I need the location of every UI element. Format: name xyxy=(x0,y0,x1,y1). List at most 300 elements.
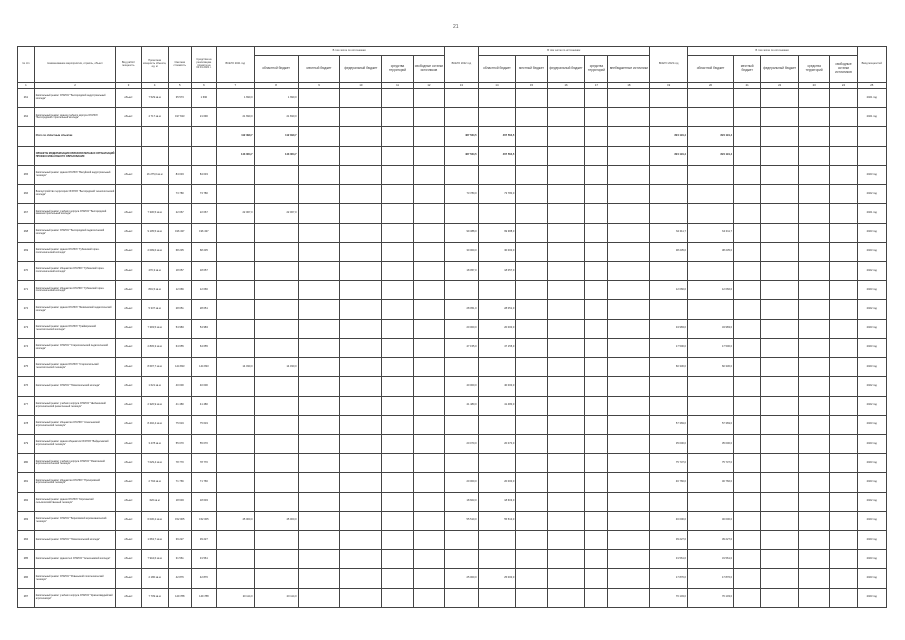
empty-cell xyxy=(516,319,547,338)
table-row xyxy=(18,569,887,588)
capacity: 3 478 кв.м xyxy=(141,434,168,453)
total-2023 xyxy=(650,108,688,127)
cost: 71 766 xyxy=(168,473,191,492)
regional-2023 xyxy=(688,377,734,396)
prior-funds: 1 690 xyxy=(191,89,216,108)
empty-cell xyxy=(585,569,608,588)
total-2022 xyxy=(445,454,479,473)
prior-funds: 75 619 xyxy=(191,415,216,434)
work-type: объект xyxy=(116,531,141,550)
work-type: объект xyxy=(116,550,141,569)
empty-cell xyxy=(830,108,857,127)
work-type: объект xyxy=(116,338,141,357)
empty-cell xyxy=(413,473,444,492)
prior-funds: 149 788 xyxy=(191,588,216,607)
empty-cell xyxy=(547,415,585,434)
empty-cell xyxy=(585,185,608,204)
empty-cell xyxy=(608,204,650,223)
empty-cell xyxy=(608,473,650,492)
empty-cell xyxy=(734,261,761,280)
empty-cell xyxy=(382,550,413,569)
empty-cell xyxy=(734,281,761,300)
regional-2021 xyxy=(254,319,298,338)
empty-cell xyxy=(340,281,382,300)
object-name: Итого по областным объектам xyxy=(34,127,116,146)
work-type: объект xyxy=(116,165,141,184)
regional-2021: 22 067,0 xyxy=(254,204,298,223)
row-number: 280 xyxy=(18,454,35,473)
empty-cell xyxy=(547,281,585,300)
empty-cell xyxy=(516,146,547,165)
sources-2022-header: В том числе по источникам: xyxy=(478,47,650,56)
row-number: 277 xyxy=(18,396,35,415)
capacity: 6 030,2 кв.м xyxy=(141,511,168,530)
total-2022 xyxy=(445,281,479,300)
empty-cell xyxy=(830,396,857,415)
regional-2021: 1 690,0 xyxy=(254,89,298,108)
empty-cell xyxy=(798,319,829,338)
commissioning-year: 2023 год xyxy=(857,454,886,473)
src-regional: областной бюджет xyxy=(478,56,516,83)
src-regional: областной бюджет xyxy=(688,56,734,83)
regional-2023: 39 227,0 xyxy=(688,531,734,550)
regional-2021 xyxy=(254,473,298,492)
regional-2023: 46 766,0 xyxy=(688,473,734,492)
regional-2021 xyxy=(254,454,298,473)
regional-2021 xyxy=(254,223,298,242)
table-row xyxy=(18,434,887,453)
empty-cell xyxy=(734,223,761,242)
empty-cell xyxy=(734,511,761,530)
empty-cell xyxy=(298,185,340,204)
empty-cell xyxy=(340,204,382,223)
regional-2022 xyxy=(478,108,516,127)
row-number: 278 xyxy=(18,415,35,434)
empty-cell xyxy=(585,165,608,184)
prior-funds: 54 983 xyxy=(191,319,216,338)
empty-cell xyxy=(585,300,608,319)
cost: 12 066 xyxy=(168,281,191,300)
empty-cell xyxy=(585,377,608,396)
total-2021: 112 390,7 xyxy=(216,127,254,146)
regional-2023: 64 011,7 xyxy=(688,223,734,242)
empty-cell xyxy=(340,588,382,607)
commissioning-year: 2023 год xyxy=(857,223,886,242)
empty-cell xyxy=(382,492,413,511)
cost: 41 480 xyxy=(168,396,191,415)
commissioning-year xyxy=(857,146,886,165)
capacity: 1 621 кв.м xyxy=(141,377,168,396)
empty-cell xyxy=(382,281,413,300)
empty-cell xyxy=(340,242,382,261)
regional-2021 xyxy=(254,492,298,511)
empty-cell xyxy=(585,338,608,357)
work-type: объект xyxy=(116,358,141,377)
empty-cell xyxy=(298,146,340,165)
commissioning-year: 2022 год xyxy=(857,492,886,511)
regional-2023 xyxy=(688,300,734,319)
total-2022 xyxy=(445,108,479,127)
table-row xyxy=(18,319,887,338)
empty-cell xyxy=(340,396,382,415)
empty-cell xyxy=(340,569,382,588)
empty-cell xyxy=(298,434,340,453)
regional-2022: 99 388,0 xyxy=(478,223,516,242)
total-2022: 467 564,5 xyxy=(445,146,479,165)
commissioning-year: 2023 год xyxy=(857,588,886,607)
empty-cell xyxy=(298,204,340,223)
column-number: 1 xyxy=(18,83,35,89)
regional-2021 xyxy=(254,261,298,280)
empty-cell xyxy=(608,454,650,473)
capacity: 9 105,5 кв.м xyxy=(141,223,168,242)
row-number: 281 xyxy=(18,473,35,492)
cost xyxy=(168,127,191,146)
capacity xyxy=(141,146,168,165)
col-capacity: Проектная мощность объекта, ед. м xyxy=(141,47,168,83)
column-number: 15 xyxy=(516,83,547,89)
empty-cell xyxy=(761,473,799,492)
work-type: объект xyxy=(116,261,141,280)
empty-cell xyxy=(340,473,382,492)
total-2022: 30 000,0 xyxy=(445,242,479,261)
regional-2023: 57 369,0 xyxy=(688,415,734,434)
cost: 68 235 xyxy=(168,242,191,261)
total-2021 xyxy=(216,319,254,338)
regional-2023: 17 500,0 xyxy=(688,338,734,357)
empty-cell xyxy=(516,454,547,473)
empty-cell xyxy=(547,358,585,377)
src-free: свободные остатки источников xyxy=(830,56,857,83)
empty-cell xyxy=(761,338,799,357)
prior-funds: 55 070 xyxy=(191,434,216,453)
empty-cell xyxy=(298,108,340,127)
total-2021 xyxy=(216,300,254,319)
empty-cell xyxy=(413,396,444,415)
capacity: 1 663,7 кв.м xyxy=(141,531,168,550)
total-2023 xyxy=(650,89,688,108)
empty-cell xyxy=(830,261,857,280)
empty-cell xyxy=(340,89,382,108)
object-name: Капитальный ремонт общежития ОГАПОУ "Прохоровский агротехнический техникум" xyxy=(34,473,116,492)
regional-2023 xyxy=(688,492,734,511)
empty-cell xyxy=(298,550,340,569)
empty-cell xyxy=(798,300,829,319)
column-number: 22 xyxy=(761,83,799,89)
capacity: 2 099,6 кв.м xyxy=(141,242,168,261)
regional-2021 xyxy=(254,415,298,434)
cost: 73 780 xyxy=(168,185,191,204)
empty-cell xyxy=(298,377,340,396)
empty-cell xyxy=(547,492,585,511)
empty-cell xyxy=(340,377,382,396)
empty-cell xyxy=(298,492,340,511)
empty-cell xyxy=(547,396,585,415)
prior-funds: 22 067 xyxy=(191,204,216,223)
regional-2021 xyxy=(254,569,298,588)
work-type: объект xyxy=(116,281,141,300)
total-2021 xyxy=(216,165,254,184)
table-row xyxy=(18,492,887,511)
empty-cell xyxy=(798,454,829,473)
row-number: 285 xyxy=(18,550,35,569)
column-number: 13 xyxy=(445,83,479,89)
empty-cell xyxy=(382,242,413,261)
total-2023: 64 011,7 xyxy=(650,223,688,242)
regional-2022 xyxy=(478,415,516,434)
empty-cell xyxy=(516,281,547,300)
empty-cell xyxy=(798,338,829,357)
regional-2023: 75 737,0 xyxy=(688,454,734,473)
commissioning-year: 2022 год xyxy=(857,396,886,415)
empty-cell xyxy=(547,550,585,569)
empty-cell xyxy=(608,261,650,280)
total-2022: 28 051,0 xyxy=(445,300,479,319)
empty-cell xyxy=(761,281,799,300)
column-number: 19 xyxy=(650,83,688,89)
commissioning-year: 2023 год xyxy=(857,434,886,453)
prior-funds: 84 033 xyxy=(191,165,216,184)
src-territory: средства территорий xyxy=(585,56,608,83)
empty-cell xyxy=(585,396,608,415)
commissioning-year: 2022 год xyxy=(857,377,886,396)
empty-cell xyxy=(516,377,547,396)
capacity: 7 029,4 кв.м xyxy=(141,454,168,473)
empty-cell xyxy=(761,454,799,473)
empty-cell xyxy=(734,492,761,511)
regional-2023: 12 066,0 xyxy=(688,281,734,300)
empty-cell xyxy=(585,319,608,338)
commissioning-year: 2023 год xyxy=(857,531,886,550)
regional-2023: 60 330,0 xyxy=(688,358,734,377)
capacity: 8 402,4 кв.м xyxy=(141,415,168,434)
empty-cell xyxy=(547,185,585,204)
empty-cell xyxy=(382,415,413,434)
empty-cell xyxy=(382,261,413,280)
empty-cell xyxy=(798,377,829,396)
empty-cell xyxy=(340,550,382,569)
total-2021 xyxy=(216,185,254,204)
total-2021 xyxy=(216,396,254,415)
commissioning-year xyxy=(857,127,886,146)
object-name: Капитальный ремонт здания №1 ОГАПОУ "Алексеевский колледж" xyxy=(34,550,116,569)
empty-cell xyxy=(382,127,413,146)
empty-cell xyxy=(798,146,829,165)
src-local: местный бюджет xyxy=(734,56,761,83)
empty-cell xyxy=(830,415,857,434)
empty-cell xyxy=(608,165,650,184)
empty-cell xyxy=(547,127,585,146)
empty-cell xyxy=(413,358,444,377)
empty-cell xyxy=(413,185,444,204)
empty-cell xyxy=(734,204,761,223)
empty-cell xyxy=(830,377,857,396)
row-number: 276 xyxy=(18,377,35,396)
regional-2022: 20 070,0 xyxy=(478,434,516,453)
empty-cell xyxy=(382,588,413,607)
empty-cell xyxy=(298,511,340,530)
capacity: 2 845,3 кв.м xyxy=(141,338,168,357)
empty-cell xyxy=(798,473,829,492)
src-territory: средства территорий xyxy=(382,56,413,83)
page-number: 21 xyxy=(453,24,459,30)
empty-cell xyxy=(340,127,382,146)
empty-cell xyxy=(734,358,761,377)
empty-cell xyxy=(298,261,340,280)
total-2022: 467 564,5 xyxy=(445,127,479,146)
work-type: объект xyxy=(116,569,141,588)
empty-cell xyxy=(298,319,340,338)
regional-2022: 18 603,0 xyxy=(478,492,516,511)
empty-cell xyxy=(340,319,382,338)
total-2021 xyxy=(216,377,254,396)
table-row xyxy=(18,531,887,550)
empty-cell xyxy=(585,261,608,280)
total-2023: 824 191,4 xyxy=(650,146,688,165)
capacity: 2 320,9 кв.м xyxy=(141,396,168,415)
empty-cell xyxy=(413,550,444,569)
empty-cell xyxy=(585,473,608,492)
sources-2021-header: В том числе по источникам: xyxy=(254,47,445,56)
empty-cell xyxy=(298,569,340,588)
total-2021 xyxy=(216,338,254,357)
column-number: 17 xyxy=(585,83,608,89)
empty-cell xyxy=(516,127,547,146)
empty-cell xyxy=(298,300,340,319)
empty-cell xyxy=(761,89,799,108)
empty-cell xyxy=(298,531,340,550)
prior-funds: 40 000 xyxy=(191,377,216,396)
work-type: объект xyxy=(116,89,141,108)
empty-cell xyxy=(547,300,585,319)
empty-cell xyxy=(516,492,547,511)
capacity: 7 709 кв.м xyxy=(141,588,168,607)
cost: 84 033 xyxy=(168,165,191,184)
column-number: 11 xyxy=(382,83,413,89)
empty-cell xyxy=(516,473,547,492)
commissioning-year: 2023 год xyxy=(857,473,886,492)
capacity: 7 393,5 кв.м xyxy=(141,319,168,338)
row-number: 268 xyxy=(18,223,35,242)
empty-cell xyxy=(761,550,799,569)
empty-cell xyxy=(798,281,829,300)
prior-funds: 42 876 xyxy=(191,569,216,588)
prior-funds: 12 066 xyxy=(191,281,216,300)
column-number: 23 xyxy=(798,83,829,89)
object-name: Капитальный ремонт здания ОГАПОУ "Корочанский сельскохозяйственный техникум" xyxy=(34,492,116,511)
empty-cell xyxy=(516,204,547,223)
total-2021: 21 690,0 xyxy=(216,108,254,127)
prior-funds: 73 780 xyxy=(191,185,216,204)
object-name: Капитальный ремонт ОГАПОУ "Борисовский агромеханический техникум" xyxy=(34,511,116,530)
empty-cell xyxy=(734,242,761,261)
work-type: объект xyxy=(116,396,141,415)
empty-cell xyxy=(761,146,799,165)
regional-2022: 40 000,0 xyxy=(478,377,516,396)
empty-cell xyxy=(761,511,799,530)
empty-cell xyxy=(761,588,799,607)
prior-funds: 21 690 xyxy=(191,108,216,127)
empty-cell xyxy=(382,185,413,204)
empty-cell xyxy=(516,434,547,453)
commissioning-year: 2023 год xyxy=(857,550,886,569)
total-2021 xyxy=(216,531,254,550)
src-free: свободные остатки источников xyxy=(413,56,444,83)
regional-2021 xyxy=(254,165,298,184)
regional-2023: 31 561,0 xyxy=(688,550,734,569)
total-2021: 14 030,0 xyxy=(216,358,254,377)
empty-cell xyxy=(585,89,608,108)
regional-2021 xyxy=(254,300,298,319)
empty-cell xyxy=(585,223,608,242)
empty-cell xyxy=(734,531,761,550)
empty-cell xyxy=(830,434,857,453)
budget-table xyxy=(17,46,887,608)
total-2021: 22 067,0 xyxy=(216,204,254,223)
regional-2023 xyxy=(688,185,734,204)
table-row xyxy=(18,396,887,415)
capacity: 620 кв.м xyxy=(141,492,168,511)
regional-2022: 25 000,0 xyxy=(478,569,516,588)
total-2022: 47 155,0 xyxy=(445,338,479,357)
table-row xyxy=(18,281,887,300)
empty-cell xyxy=(413,531,444,550)
empty-cell xyxy=(585,146,608,165)
empty-cell xyxy=(382,396,413,415)
empty-cell xyxy=(585,358,608,377)
cost: 152 005 xyxy=(168,511,191,530)
total-2023: 75 737,0 xyxy=(650,454,688,473)
total-2023 xyxy=(650,300,688,319)
capacity: 7 330,5 кв.м xyxy=(141,204,168,223)
total-2023 xyxy=(650,204,688,223)
col-cost: Сметная стоимость xyxy=(168,47,191,83)
empty-cell xyxy=(547,223,585,242)
src-extra: внебюджетные источники xyxy=(608,56,650,83)
regional-2021 xyxy=(254,396,298,415)
empty-cell xyxy=(413,569,444,588)
col-total-2022: ВСЕГО 2022 год xyxy=(445,47,479,83)
table-row xyxy=(18,89,887,108)
empty-cell xyxy=(761,319,799,338)
empty-cell xyxy=(382,108,413,127)
empty-cell xyxy=(516,569,547,588)
object-name: Капитальный ремонт ОГАПОУ "Новооскольский колледж" xyxy=(34,531,116,550)
total-2023: 34 983,0 xyxy=(650,319,688,338)
section-row xyxy=(18,146,887,165)
regional-2021 xyxy=(254,531,298,550)
empty-cell xyxy=(382,89,413,108)
column-number: 9 xyxy=(298,83,340,89)
table-row xyxy=(18,261,887,280)
object-name: Капитальный ремонт ОГАПОУ "Новооскольский колледж" xyxy=(34,377,116,396)
commissioning-year: 2022 год xyxy=(857,185,886,204)
prior-funds: 152 005 xyxy=(191,511,216,530)
empty-cell xyxy=(382,511,413,530)
empty-cell xyxy=(608,108,650,127)
regional-2022 xyxy=(478,588,516,607)
total-2021 xyxy=(216,473,254,492)
empty-cell xyxy=(830,300,857,319)
empty-cell xyxy=(340,108,382,127)
prior-funds: 18 057 xyxy=(191,261,216,280)
regional-2022: 467 564,5 xyxy=(478,127,516,146)
empty-cell xyxy=(734,127,761,146)
empty-cell xyxy=(734,165,761,184)
capacity: 16 275,0 кв.м xyxy=(141,165,168,184)
regional-2021: 143 064,7 xyxy=(254,146,298,165)
empty-cell xyxy=(298,223,340,242)
